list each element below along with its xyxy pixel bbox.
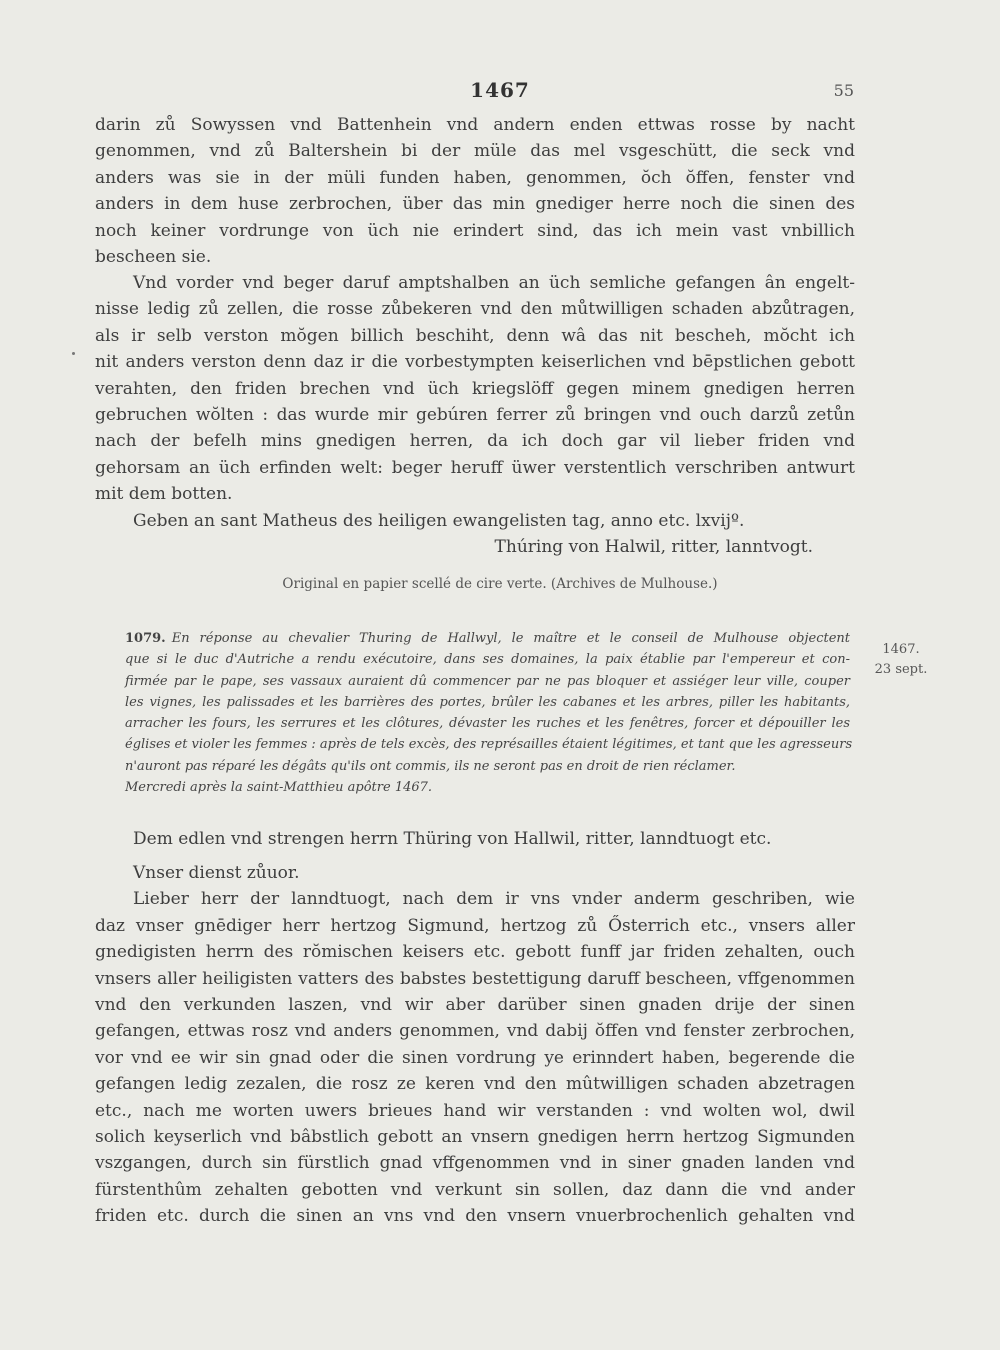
letter-continuation xyxy=(95,112,855,270)
address-line: Dem edlen vnd strengen herrn Thüring von Hallwil, ritter, lanndtuogt etc. xyxy=(133,829,772,849)
summary-line: n'auront pas réparé les dégâts qu'ils ont commis, ils ne seront pas en droit de rien réclamer. xyxy=(125,758,736,774)
text-line: mit dem botten. xyxy=(95,484,233,505)
margin-date-year: 1467. xyxy=(882,642,920,657)
text-line: nach der befelh mins gnedigen herren, da ich doch gar vil lieber friden vnd xyxy=(95,431,855,452)
text-line: verahten, den friden brechen vnd üch kriegslöff gegen minem gnedigen herren xyxy=(95,378,855,399)
summary-date-line: Mercredi après la saint-Matthieu apôtre 1467. xyxy=(125,780,433,796)
page-number: 55 xyxy=(833,81,854,100)
document-summary xyxy=(125,628,853,798)
text-line: gefangen ledig zezalen, die rosz ze keren vnd den mûtwilligen schaden abzetragen xyxy=(95,1074,855,1095)
text-line: friden etc. durch die sinen an vns vnd den vnsern vnuerbrochenlich gehalten vnd xyxy=(95,1206,855,1227)
text-line: vor vnd ee wir sin gnad oder die sinen vordrung ye erinndert haben, begerende die xyxy=(95,1047,855,1068)
text-line: gehorsam an üch erfinden welt: beger heruff üwer verstentlich verschriben antwurt xyxy=(95,457,855,478)
signature: Thúring von Halwil, ritter, lanntvogt. xyxy=(494,536,813,557)
text-line: nit anders verston denn daz ir die vorbestympten keiserlichen vnd bēpstlichen gebott xyxy=(95,352,855,373)
letter-address xyxy=(95,826,855,852)
text-line: als ir selb verston mŏgen billich beschiht, denn wâ das nit bescheh, mŏcht ich xyxy=(95,325,855,346)
text-line: darin zů Sowyssen vnd Battenhein vnd andern enden ettwas rosse by nacht xyxy=(95,115,855,135)
text-line: noch keiner vordrunge von üch nie erindert sind, das ich mein vast vnbillich xyxy=(95,220,855,241)
summary-line xyxy=(125,628,850,649)
text-line: bescheen sie. xyxy=(95,246,212,267)
summary-line: églises et violer les femmes : après de tels excès, des représailles étaient légitimes, et tant que les agresseurs xyxy=(125,737,853,753)
text-line: vnsers aller heiligisten vatters des babstes bestettigung daruff bescheen, vffgenommen xyxy=(95,968,855,989)
margin-date-day: 23 sept. xyxy=(874,662,928,677)
summary-text: En réponse au chevalier Thuring de Hallwyl, le maître et le conseil de Mulhouse objectent xyxy=(171,631,850,646)
text-line: nisse ledig zů zellen, die rosse zůbekeren vnd den můtwilligen schaden abzůtragen, xyxy=(95,299,855,320)
dating-line: Geben an sant Matheus des heiligen ewangelisten tag, anno etc. lxvijº. xyxy=(133,510,745,531)
text-line: gnedigisten herrn des rŏmischen keisers etc. gebott funff jar friden zehalten, ouch xyxy=(95,942,855,963)
summary-line: les vignes, les palissades et les barrières des portes, brûler les cabanes et les arbres, piller les habitants, xyxy=(125,694,850,710)
summary-line: firmée par le pape, ses vassaux auraient dû commencer par ne pas bloquer et assiéger leur ville, couper xyxy=(125,673,850,689)
text-line: gefangen, ettwas rosz vnd anders genommen, vnd dabij ŏffen vnd fenster zerbrochen, xyxy=(95,1021,855,1042)
text-line: etc., nach me worten uwers brieues hand wir verstanden : vnd wolten wol, dwil xyxy=(95,1100,855,1121)
text-line: vszgangen, durch sin fürstlich gnad vffgenommen vnd in siner gnaden landen vnd xyxy=(95,1153,855,1174)
stray-mark xyxy=(72,352,75,355)
letter-body xyxy=(95,860,855,1229)
text-line: Lieber herr der lanndtuogt, nach dem ir vns vnder anderm geschriben, wie xyxy=(133,889,855,910)
request-paragraph xyxy=(95,270,855,560)
text-line: solich keyserlich vnd bâbstlich gebott an vnsern gnedigen herrn hertzog Sigmunden xyxy=(95,1126,855,1147)
text-line: Vnd vorder vnd beger daruf amptshalben an üch semliche gefangen ân engelt- xyxy=(133,273,855,293)
text-line: gebruchen wŏlten : das wurde mir gebúren ferrer zů bringen vnd ouch darzů zetůn xyxy=(95,404,855,425)
margin-date xyxy=(866,640,936,680)
running-header-year: 1467 xyxy=(470,78,530,102)
document-number: 1079. xyxy=(125,631,166,646)
source-note: Original en papier scellé de cire verte. (Archives de Mulhouse.) xyxy=(282,576,718,592)
text-line: vnd den verkunden laszen, vnd wir aber darüber sinen gnaden drije der sinen xyxy=(95,994,855,1015)
summary-line: arracher les fours, les serrures et les clôtures, dévaster les ruches et les fenêtres, forcer et dépouiller les xyxy=(125,716,850,732)
greeting: Vnser dienst zůuor. xyxy=(133,863,300,883)
summary-line: que si le duc d'Autriche a rendu exécutoire, dans ses domaines, la paix établie par l'empereur et con- xyxy=(125,652,850,668)
text-line: anders in dem huse zerbrochen, über das min gnediger herre noch die sinen des xyxy=(95,194,855,215)
text-line: anders was sie in der müli funden haben, genommen, ŏch ŏffen, fenster vnd xyxy=(95,167,855,188)
text-line: daz vnser gnēdiger herr hertzog Sigmund, hertzog zů Ősterrich etc., vnsers aller xyxy=(95,915,855,936)
text-line: fürstenthûm zehalten gebotten vnd verkunt sin sollen, daz dann die vnd ander xyxy=(95,1179,855,1200)
text-line: genommen, vnd zů Baltershein bi der müle das mel vsgeschütt, die seck vnd xyxy=(95,141,855,162)
